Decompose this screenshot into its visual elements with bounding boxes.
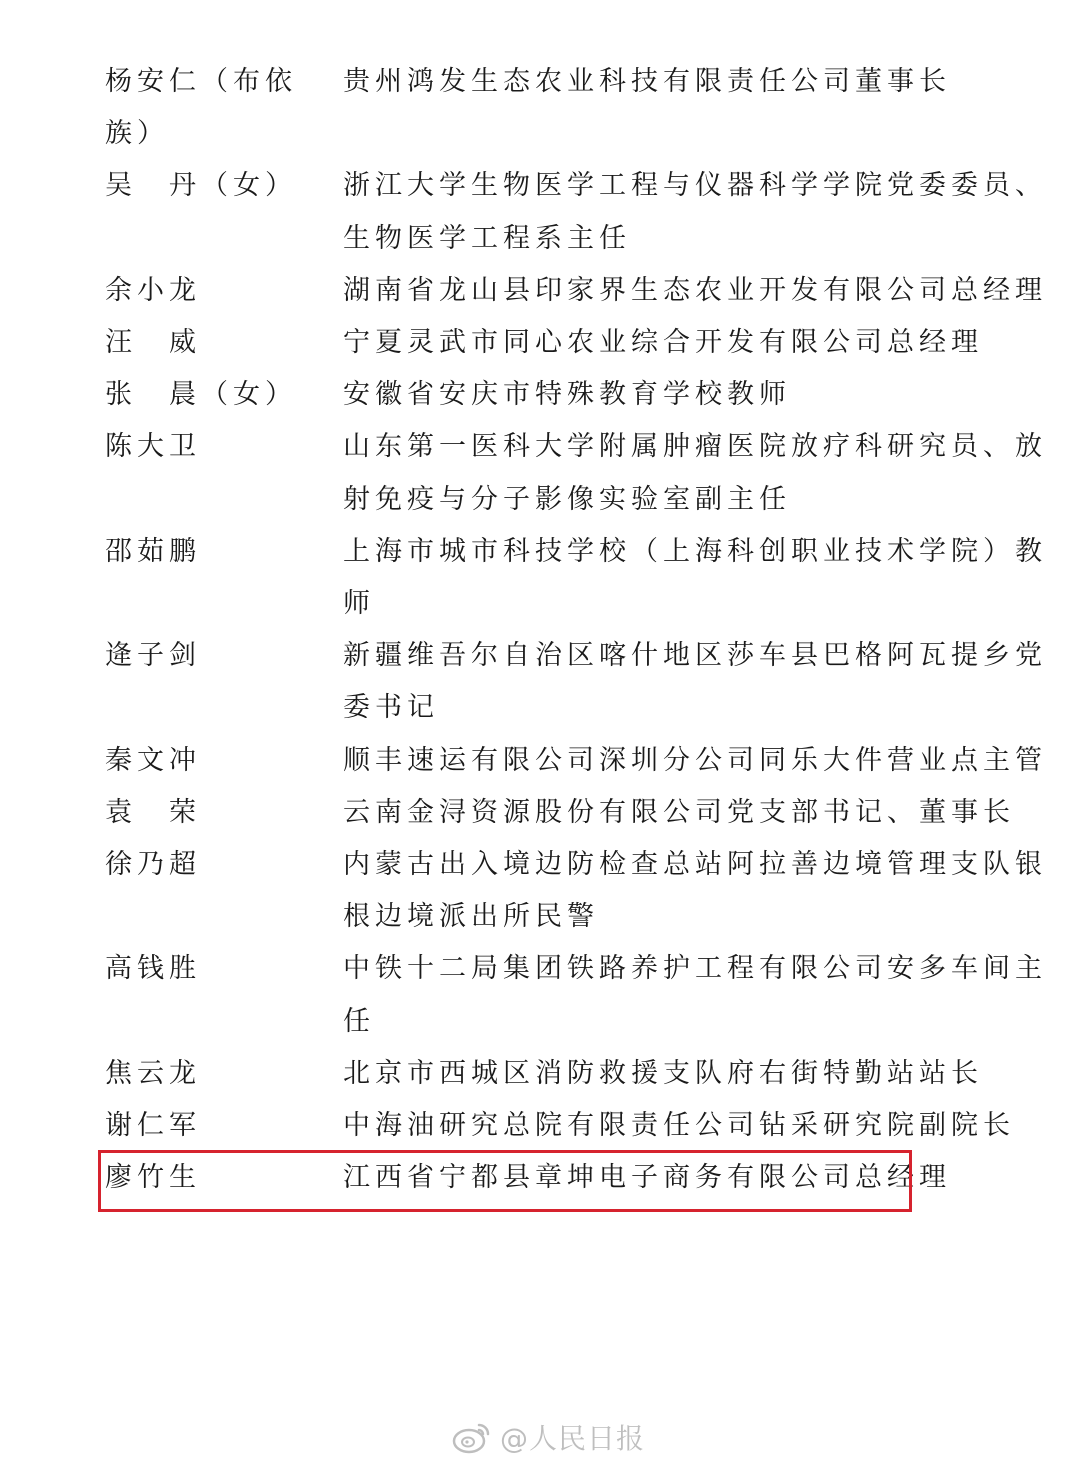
entry-name: 秦文冲 bbox=[105, 744, 201, 776]
entry-name: 逄子剑 bbox=[105, 640, 201, 672]
entry-title: 生物医学工程系主任 bbox=[343, 222, 631, 254]
entry-name: 邵茹鹏 bbox=[105, 535, 201, 567]
highlight-box bbox=[98, 1150, 912, 1212]
entry-title: 师 bbox=[343, 588, 375, 619]
entry-title: 北京市西城区消防救援支队府右街特勤站站长 bbox=[343, 1057, 983, 1089]
entry-name: 谢仁军 bbox=[105, 1110, 201, 1141]
entry-title: 湖南省龙山县印家界生态农业开发有限公司总经理 bbox=[343, 274, 1047, 306]
entry-title: 安徽省安庆市特殊教育学校教师 bbox=[343, 379, 791, 411]
entry-title: 内蒙古出入境边防检查总站阿拉善边境管理支队银 bbox=[343, 849, 1047, 880]
entry-title: 山东第一医科大学附属肿瘤医院放疗科研究员、放 bbox=[343, 431, 1047, 463]
entry-name: 余小龙 bbox=[105, 274, 201, 306]
entry-name: 陈大卫 bbox=[105, 431, 201, 463]
entry-name: 徐乃超 bbox=[105, 849, 201, 880]
entry-title: 顺丰速运有限公司深圳分公司同乐大件营业点主管 bbox=[343, 744, 1047, 776]
entry-name: 高钱胜 bbox=[105, 953, 201, 985]
entry-title: 委书记 bbox=[343, 692, 439, 724]
entry-title: 射免疫与分子影像实验室副主任 bbox=[343, 483, 791, 515]
entry-name: 杨安仁（布依 bbox=[105, 66, 297, 97]
entry-title: 上海市城市科技学校（上海科创职业技术学院）教 bbox=[343, 535, 1047, 567]
entry-title: 中铁十二局集团铁路养护工程有限公司安多车间主 bbox=[343, 953, 1047, 985]
entry-title: 中海油研究总院有限责任公司钻采研究院副院长 bbox=[343, 1110, 1015, 1141]
entry-name: 族） bbox=[105, 118, 169, 150]
weibo-icon bbox=[452, 1420, 492, 1454]
entry-name: 汪 威 bbox=[105, 327, 201, 358]
entry-title: 贵州鸿发生态农业科技有限责任公司董事长 bbox=[343, 66, 951, 97]
entry-name: 焦云龙 bbox=[105, 1057, 201, 1089]
entry-title: 根边境派出所民警 bbox=[343, 901, 599, 933]
entry-name: 廖竹生 bbox=[105, 1162, 201, 1194]
watermark bbox=[452, 1412, 645, 1462]
entry-title: 浙江大学生物医学工程与仪器科学学院党委委员、 bbox=[343, 170, 1047, 202]
entry-title: 新疆维吾尔自治区喀什地区莎车县巴格阿瓦提乡党 bbox=[343, 640, 1047, 672]
entry-name: 袁 荣 bbox=[105, 796, 201, 828]
entry-title: 江西省宁都县章坤电子商务有限公司总经理 bbox=[343, 1162, 951, 1194]
entry-title: 任 bbox=[343, 1005, 375, 1037]
entry-title: 宁夏灵武市同心农业综合开发有限公司总经理 bbox=[343, 327, 983, 358]
entry-name: 张 晨（女） bbox=[105, 379, 297, 411]
entry-name: 吴 丹（女） bbox=[105, 170, 297, 202]
entry-title: 云南金浔资源股份有限公司党支部书记、董事长 bbox=[343, 796, 1015, 828]
watermark-text: @人民日报 bbox=[500, 1422, 646, 1455]
